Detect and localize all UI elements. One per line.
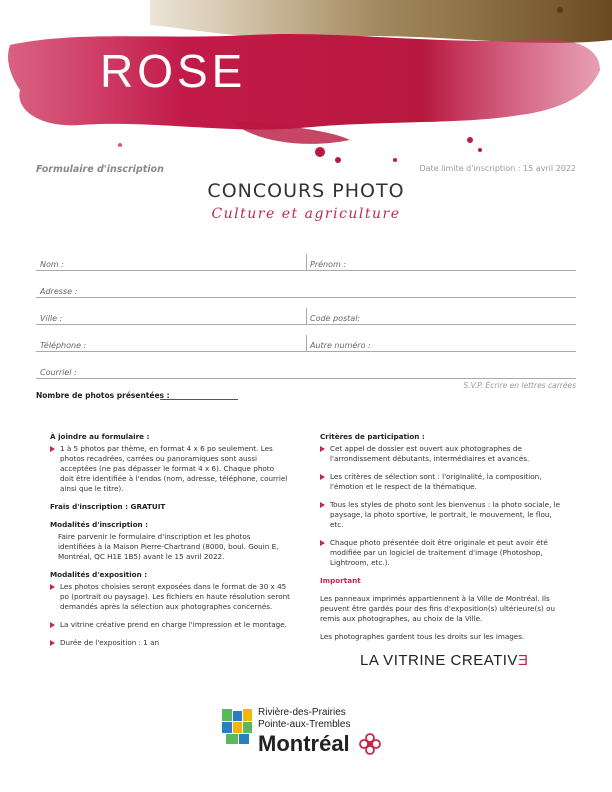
- telephone-label: Téléphone :: [40, 341, 87, 350]
- modalites-inscription-title: Modalités d'inscription :: [50, 520, 149, 529]
- bullet-icon: [50, 622, 55, 628]
- droits-text: Les photographes gardent tous les droits sur les images.: [320, 632, 525, 641]
- list-item: [320, 444, 565, 464]
- expo-item-text: Durée de l'exposition : 1 an: [60, 638, 160, 647]
- right-column: [320, 432, 565, 650]
- list-item: [50, 444, 290, 494]
- list-item: [320, 472, 565, 492]
- form-label: Formulaire d'inscription: [36, 164, 164, 175]
- telephone-field[interactable]: [36, 337, 306, 352]
- ville-field[interactable]: [36, 310, 306, 325]
- borough-name: [258, 707, 350, 731]
- borough-logo-icon: [222, 709, 252, 745]
- field-divider: [306, 308, 307, 325]
- modalites-inscription-text: Faire parvenir le formulaire d'inscription et les photos identifiées à la Maison Pierre-Chartrand (8000, boul. Gouin E, Montréal, QC H1E 1B5) avant le 15 avril 2022.: [58, 532, 279, 561]
- critere-text: Tous les styles de photo sont les bienvenus : la photo sociale, le paysage, la photo sportive, le portrait, le mouvement, le flou, etc.: [330, 500, 561, 529]
- montreal-rosette-icon: [358, 732, 382, 756]
- nom-label: Nom :: [40, 260, 64, 269]
- bullet-icon: [320, 502, 325, 508]
- critere-text: Chaque photo présentée doit être originale et peut avoir été modifiée par un logiciel de traitement d'image (Photoshop, Lightroom, etc.).: [330, 538, 548, 567]
- autre-numero-field[interactable]: [306, 337, 576, 352]
- autre-numero-label: Autre numéro :: [310, 341, 371, 350]
- bullet-icon: [320, 474, 325, 480]
- list-item: [320, 500, 565, 530]
- criteres-title: Critères de participation :: [320, 432, 425, 441]
- left-column: [50, 432, 290, 656]
- important-title: Important: [320, 576, 361, 585]
- page-title: CONCOURS PHOTO: [207, 180, 405, 202]
- important-text: Les panneaux imprimés appartiennent à la Ville de Montréal. Ils peuvent être gardés pour des fins d'exposition(s) ultérieure(s) ou remis aux photographes, au choix de la Ville.: [320, 594, 556, 623]
- expo-item-text: La vitrine créative prend en charge l'impression et le montage.: [60, 620, 287, 629]
- vitrine-e: Ǝ: [517, 652, 529, 669]
- borough-line-1: Rivière-des-Prairies: [258, 707, 346, 718]
- deadline: Date limite d'inscription : 15 avril 2022: [419, 164, 576, 173]
- prenom-label: Prénom :: [310, 260, 347, 269]
- critere-text: Cet appel de dossier est ouvert aux photographes de l'arrondissement débutants, intermédiaires et avancés.: [330, 444, 530, 463]
- frais-text: Frais d'inscription : GRATUIT: [50, 502, 166, 511]
- nb-photos-label: Nombre de photos présentées :: [36, 391, 170, 400]
- bullet-icon: [50, 584, 55, 590]
- adresse-field[interactable]: [36, 283, 576, 298]
- borough-line-2: Pointe-aux-Trembles: [258, 719, 351, 730]
- vitrine-logo: [360, 652, 528, 669]
- caps-note: S.V.P. Écrire en lettres carrées: [463, 381, 576, 390]
- joindre-title: À joindre au formulaire :: [50, 432, 150, 441]
- courriel-label: Courriel :: [40, 368, 77, 377]
- courriel-field[interactable]: [36, 364, 576, 379]
- page-subtitle: Culture et agriculture: [211, 206, 401, 222]
- vitrine-text: LA VITRINE CREATIV: [360, 652, 518, 669]
- code-postal-field[interactable]: [306, 310, 576, 325]
- bullet-icon: [320, 446, 325, 452]
- list-item: [50, 638, 290, 648]
- expo-item-text: Les photos choisies seront exposées dans le format de 30 x 45 po (portrait ou paysage). Les fichiers en haute résolution seront demandés après la sélection aux photographes concernés.: [60, 582, 290, 611]
- adresse-label: Adresse :: [40, 287, 78, 296]
- bullet-icon: [320, 540, 325, 546]
- ville-label: Ville :: [40, 314, 63, 323]
- header-banner: [0, 0, 612, 170]
- field-divider: [306, 254, 307, 271]
- list-item: [50, 582, 290, 612]
- watercolor-splash: [0, 0, 612, 170]
- nb-photos-field[interactable]: [160, 399, 238, 400]
- brand-title: ROSE: [100, 45, 247, 97]
- bullet-icon: [50, 446, 55, 452]
- critere-text: Les critères de sélection sont : l'originalité, la composition, l'émotion et le respect de la thématique.: [330, 472, 542, 491]
- field-divider: [306, 335, 307, 352]
- nom-field[interactable]: [36, 256, 306, 271]
- prenom-field[interactable]: [306, 256, 576, 271]
- bullet-icon: [50, 640, 55, 646]
- modalites-exposition-title: Modalités d'exposition :: [50, 570, 148, 579]
- montreal-logo-text: Montréal: [258, 731, 350, 756]
- list-item: [50, 620, 290, 630]
- code-postal-label: Code postal:: [310, 314, 361, 323]
- list-item: [320, 538, 565, 568]
- joindre-text: 1 à 5 photos par thème, en format 4 x 6 po seulement. Les photos recadrées, carrées ou panoramiques sont aussi acceptées (ne pas dépasser le format 4 x 6). Chaque photo doit être identifiée à l'endos (nom, adresse, téléphone, courriel ainsi que le titre).: [60, 444, 288, 493]
